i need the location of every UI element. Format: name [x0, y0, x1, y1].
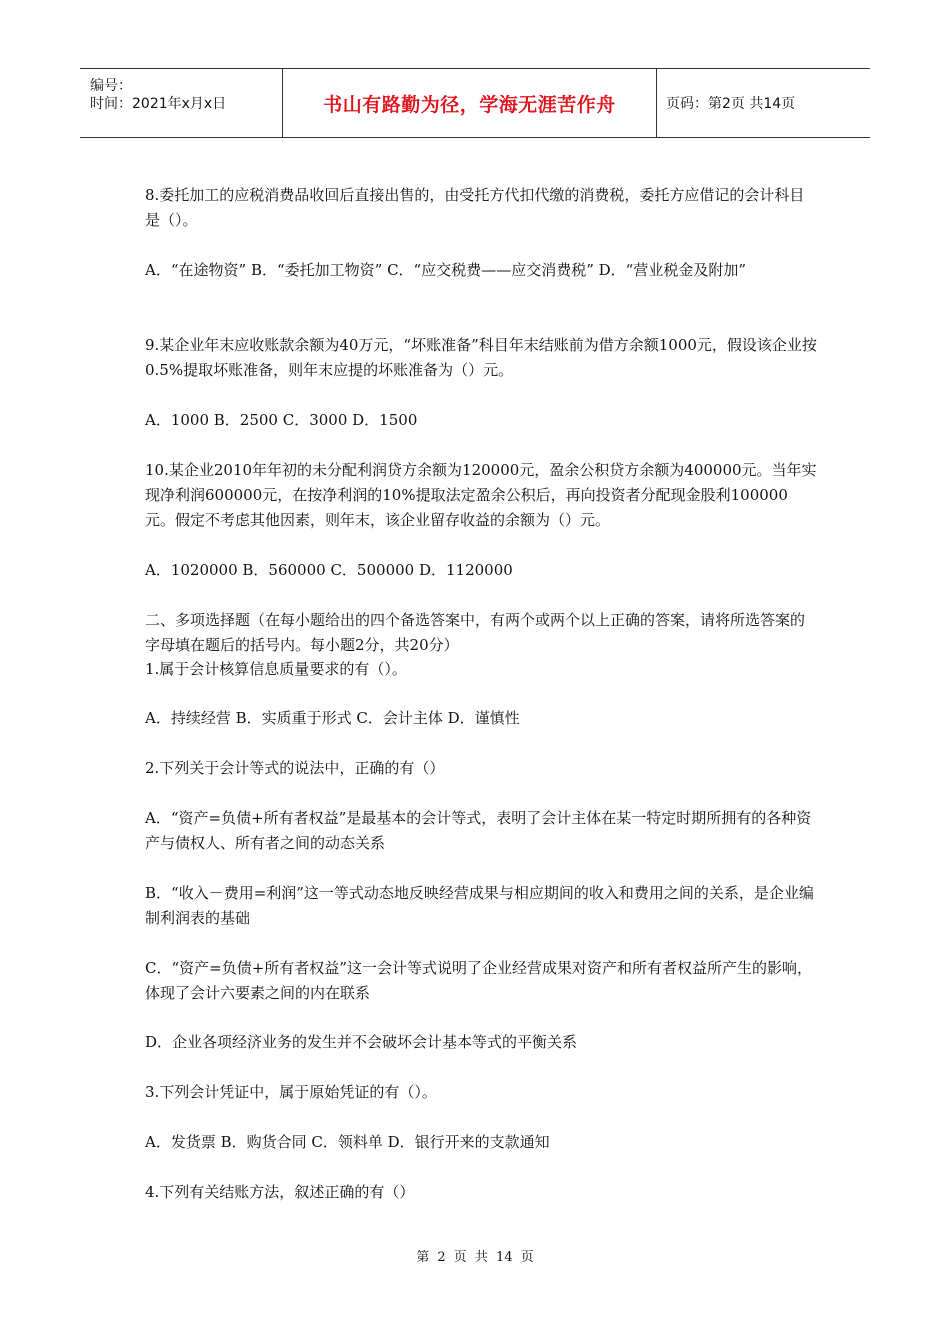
question-10-options: A．1020000 B．560000 C．500000 D．1120000 [145, 561, 513, 579]
document-date-label: 时间：2021年x月x日 [90, 96, 227, 112]
mc-question-2-option-c: C．“资产=负债+所有者权益”这一会计等式说明了企业经营成果对资产和所有者权益所产生的影响，体现了会计六要素之间的内在联系 [145, 959, 812, 1002]
mc-question-2: 2.下列关于会计等式的说法中，正确的有（） [145, 759, 445, 777]
question-8: 8.委托加工的应税消费品收回后直接出售的，由受托方代扣代缴的消费税，委托方应借记的会计科目是（）。 [145, 186, 805, 229]
question-10: 10.某企业2010年年初的未分配利润贷方余额为120000元，盈余公积贷方余额为400000元。当年实现净利润600000元，在按净利润的10%提取法定盈余公积后，再向投资者分配现金股利100000元。假定不考虑其他因素，则年末，该企业留存收益的余额为（）元。 [145, 461, 817, 529]
header-page-code: 页码：第2页 共14页 [666, 96, 796, 112]
header-divider [656, 69, 657, 137]
mc-question-4: 4.下列有关结账方法，叙述正确的有（） [145, 1183, 415, 1201]
header-motto: 书山有路勤为径，学海无涯苦作舟 [323, 93, 616, 116]
page-header [80, 68, 870, 138]
mc-question-3: 3.下列会计凭证中，属于原始凭证的有（）。 [145, 1083, 437, 1101]
question-8-options: A．“在途物资” B．“委托加工物资” C．“应交税费——应交消费税” D．“营业税金及附加” [145, 261, 747, 279]
mc-question-1: 1.属于会计核算信息质量要求的有（）。 [145, 660, 407, 678]
mc-question-2-option-d: D．企业各项经济业务的发生并不会破坏会计基本等式的平衡关系 [145, 1033, 578, 1051]
mc-question-2-option-a: A．“资产=负债+所有者权益”是最基本的会计等式，表明了会计主体在某一特定时期所拥有的各种资产与债权人、所有者之间的动态关系 [145, 809, 812, 852]
mc-question-1-options: A．持续经营 B．实质重于形式 C．会计主体 D．谨慎性 [145, 709, 520, 727]
question-9: 9.某企业年末应收账款余额为40万元，“坏账准备”科目年末结账前为借方余额1000元，假设该企业按0.5%提取坏账准备，则年末应提的坏账准备为（）元。 [145, 336, 817, 379]
page-footer: 第 2 页 共 14 页 [416, 1250, 534, 1265]
section-heading-multiple-choice: 二、多项选择题（在每小题给出的四个备选答案中，有两个或两个以上正确的答案，请将所选答案的字母填在题后的括号内。每小题2分，共20分） [145, 611, 806, 654]
mc-question-2-option-b: B．“收入－费用=利润”这一等式动态地反映经营成果与相应期间的收入和费用之间的关系，是企业编制利润表的基础 [145, 884, 814, 927]
header-info-cell [80, 69, 282, 137]
document-number-label: 编号： [90, 78, 132, 94]
mc-question-3-options: A．发货票 B．购货合同 C．领料单 D．银行开来的支款通知 [145, 1133, 550, 1151]
question-9-options: A．1000 B．2500 C．3000 D．1500 [145, 411, 418, 429]
